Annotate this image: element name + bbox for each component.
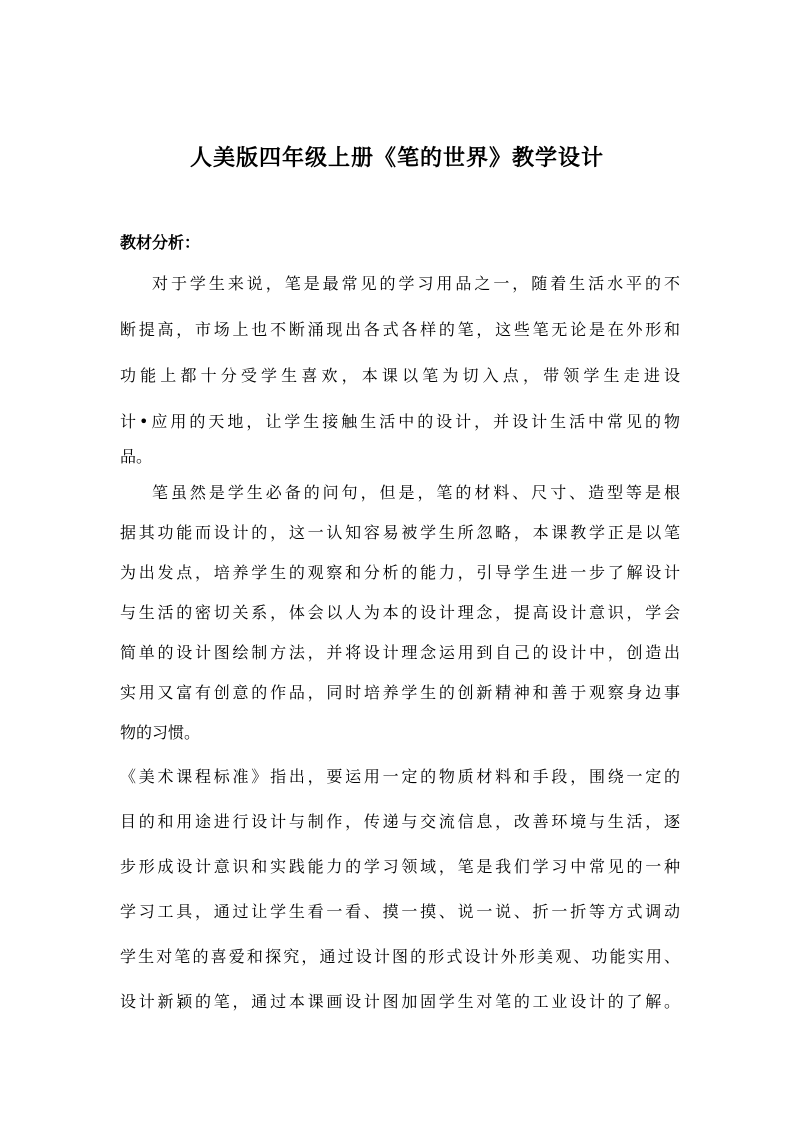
paragraph-line: 品。 (120, 447, 153, 466)
paragraph-line: 设计新颖的笔，通过本课画设计图加固学生对笔的工业设计的了解。 (120, 992, 680, 1011)
paragraph-line: 断提高，市场上也不断涌现出各式各样的笔，这些笔无论是在外形和 (120, 320, 680, 339)
paragraph-line: 学习工具，通过让学生看一看、摸一摸、说一说、折一折等方式调动 (120, 902, 680, 921)
paragraph-line: 步形成设计意识和实践能力的学习领域，笔是我们学习中常见的一种 (120, 857, 680, 876)
paragraph-line: 实用又富有创意的作品，同时培养学生的创新精神和善于观察身边事 (120, 683, 680, 702)
paragraph-line: 笔虽然是学生必备的问句，但是，笔的材料、尺寸、造型等是根 (152, 483, 680, 502)
paragraph-line: 据其功能而设计的，这一认知容易被学生所忽略，本课教学正是以笔 (120, 523, 680, 542)
paragraph-line: 功能上都十分受学生喜欢，本课以笔为切入点，带领学生走进设 (120, 366, 680, 385)
paragraph-line: 为出发点，培养学生的观察和分析的能力，引导学生进一步了解设计 (120, 563, 680, 582)
section-heading: 教材分析： (120, 233, 201, 252)
paragraph-line: 对于学生来说，笔是最常见的学习用品之一，随着生活水平的不 (152, 274, 680, 293)
paragraph-line: 《美术课程标准》指出，要运用一定的物质材料和手段，围绕一定的 (120, 767, 680, 786)
paragraph-line: 目的和用途进行设计与制作，传递与交流信息，改善环境与生活，逐 (120, 812, 680, 831)
paragraph-line: 计•应用的天地，让学生接触生活中的设计，并设计生活中常见的物 (120, 412, 680, 431)
paragraph-line: 物的习惯。 (120, 723, 201, 742)
paragraph-line: 学生对笔的喜爱和探究，通过设计图的形式设计外形美观、功能实用、 (120, 947, 680, 966)
paragraph-line: 与生活的密切关系，体会以人为本的设计理念，提高设计意识，学会 (120, 603, 680, 622)
paragraph-line: 简单的设计图绘制方法，并将设计理念运用到自己的设计中，创造出 (120, 643, 680, 662)
document-title: 人美版四年级上册《笔的世界》教学设计 (189, 145, 604, 171)
